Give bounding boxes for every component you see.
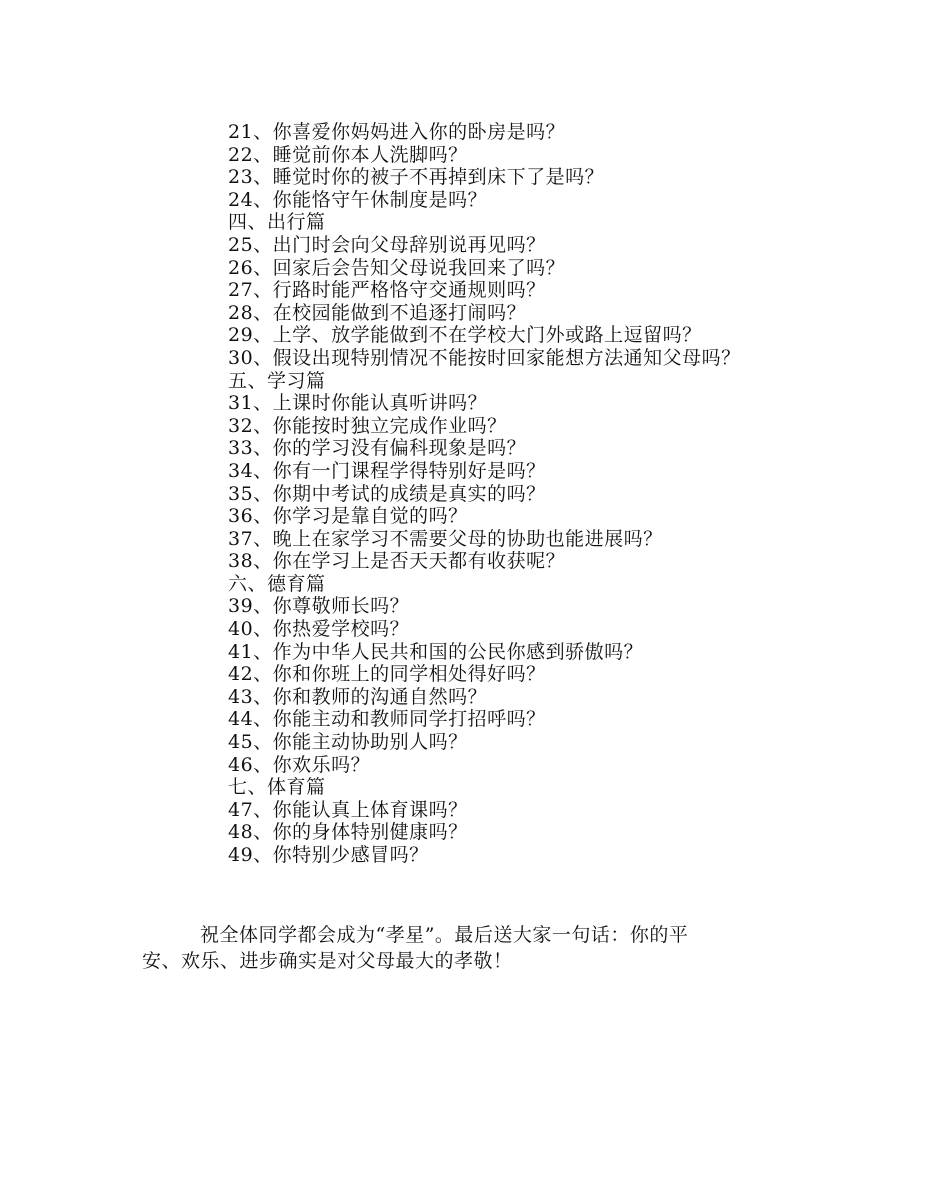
list-item: 40、你热爱学校吗？ xyxy=(228,618,410,641)
list-item: 45、你能主动协助别人吗？ xyxy=(228,731,468,754)
list-item: 38、你在学习上是否天天都有收获呢？ xyxy=(228,550,566,573)
list-item: 27、行路时能严格恪守交通规则吗？ xyxy=(228,279,546,302)
section-heading: 六、德育篇 xyxy=(228,572,326,595)
list-item: 47、你能认真上体育课吗？ xyxy=(228,798,468,821)
closing-line-1: 祝全体同学都会成为“孝星”。最后送大家一句话：你的平 xyxy=(200,924,689,946)
list-item: 26、回家后会告知父母说我回来了吗？ xyxy=(228,256,566,279)
list-item: 21、你喜爱你妈妈进入你的卧房是吗？ xyxy=(228,121,566,143)
list-item: 37、晚上在家学习不需要父母的协助也能进展吗？ xyxy=(228,527,663,550)
section-heading: 五、学习篇 xyxy=(228,369,326,392)
question-list xyxy=(228,121,868,867)
list-item: 23、睡觉时你的被子不再掉到床下了是吗？ xyxy=(228,166,605,189)
list-item: 36、你学习是靠自觉的吗？ xyxy=(228,505,468,528)
list-item: 48、你的身体特别健康吗？ xyxy=(228,821,468,844)
list-item: 34、你有一门课程学得特别好是吗？ xyxy=(228,459,546,482)
list-item: 41、作为中华人民共和国的公民你感到骄傲吗？ xyxy=(228,640,644,663)
list-item: 25、出门时会向父母辞别说再见吗？ xyxy=(228,233,546,256)
list-item: 42、你和你班上的同学相处得好吗？ xyxy=(228,663,546,686)
list-item: 46、你欢乐吗？ xyxy=(228,753,371,776)
list-item: 44、你能主动和教师同学打招呼吗？ xyxy=(228,708,546,731)
section-heading: 四、出行篇 xyxy=(228,211,326,234)
list-item: 43、你和教师的沟通自然吗？ xyxy=(228,685,488,708)
list-item: 29、上学、放学能做到不在学校大门外或路上逗留吗？ xyxy=(228,324,702,347)
list-item: 24、你能恪守午休制度是吗？ xyxy=(228,188,488,211)
closing-line-2: 安、欢乐、进步确实是对父母最大的孝敬！ xyxy=(142,950,513,972)
list-item: 33、你的学习没有偏科现象是吗？ xyxy=(228,437,527,460)
closing-paragraph xyxy=(142,922,822,974)
list-item: 39、你尊敬师长吗？ xyxy=(228,595,410,618)
list-item: 28、在校园能做到不追逐打闹吗？ xyxy=(228,301,527,324)
list-item: 22、睡觉前你本人洗脚吗？ xyxy=(228,143,468,166)
list-item: 35、你期中考试的成绩是真实的吗？ xyxy=(228,482,546,505)
list-item: 31、上课时你能认真听讲吗？ xyxy=(228,392,488,415)
list-item: 30、假设出现特别情况不能按时回家能想方法通知父母吗？ xyxy=(228,346,741,369)
list-item: 32、你能按时独立完成作业吗？ xyxy=(228,414,507,437)
list-item: 49、你特别少感冒吗？ xyxy=(228,844,429,866)
section-heading: 七、体育篇 xyxy=(228,776,326,799)
